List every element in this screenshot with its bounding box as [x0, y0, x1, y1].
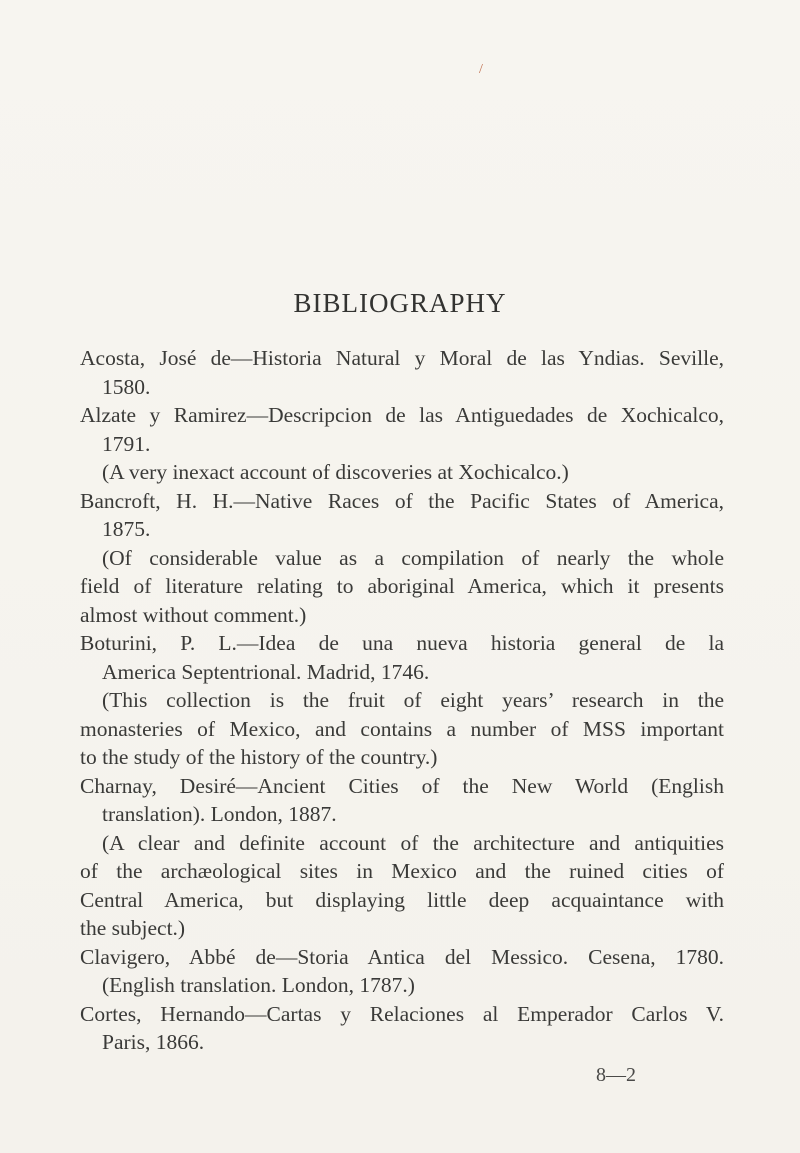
text-line: 1791.: [102, 431, 151, 456]
text-line: 1875.: [102, 517, 151, 541]
text-line: Cortes, Hernando—Cartas y Relaciones al Emperador Carlos V.: [80, 1001, 724, 1026]
text-line: (Of considerable value as a compilation of nearly the whole: [102, 545, 724, 570]
text-line: (A very inexact account of discoveries at Xochicalco.): [102, 460, 569, 484]
text-line: Charnay, Desiré—Ancient Cities of the New World (English: [80, 773, 724, 798]
text-line: almost without comment.): [80, 602, 307, 627]
text-line: Bancroft, H. H.—Native Races of the Pacific States of America,: [80, 488, 724, 513]
text-line: America Septentrional. Madrid, 1746.: [102, 659, 430, 684]
signature-mark: 8—2: [596, 1064, 636, 1086]
text-line: Clavigero, Abbé de—Storia Antica del Messico. Cesena, 1780.: [80, 944, 724, 969]
text-line: translation). London, 1887.: [102, 802, 337, 826]
text-line: Acosta, José de—Historia Natural y Moral de las Yndias. Seville,: [80, 346, 724, 370]
text-line: field of literature relating to aboriginal America, which it presents: [80, 574, 724, 598]
text-line: Paris, 1866.: [102, 1030, 205, 1054]
pencil-mark: /: [479, 62, 483, 77]
page-title: BIBLIOGRAPHY: [293, 288, 507, 318]
text-line: of the archæological sites in Mexico and the ruined cities of: [80, 859, 724, 883]
text-line: 1580.: [102, 374, 151, 399]
text-line: (English translation. London, 1787.): [102, 973, 415, 997]
text-line: (A clear and definite account of the architecture and antiquities: [102, 830, 724, 855]
bibliography-text: [80, 344, 724, 1057]
text-line: monasteries of Mexico, and contains a number of MSS important: [80, 716, 724, 741]
text-line: Alzate y Ramirez—Descripcion de las Antiguedades de Xochicalco,: [80, 403, 724, 427]
text-line: Central America, but displaying little deep acquaintance with: [80, 887, 724, 912]
text-line: to the study of the history of the country.): [80, 745, 438, 769]
text-line: the subject.): [80, 916, 186, 940]
text-line: (This collection is the fruit of eight years’ research in the: [102, 688, 724, 712]
text-line: Boturini, P. L.—Idea de una nueva historia general de la: [80, 631, 724, 655]
